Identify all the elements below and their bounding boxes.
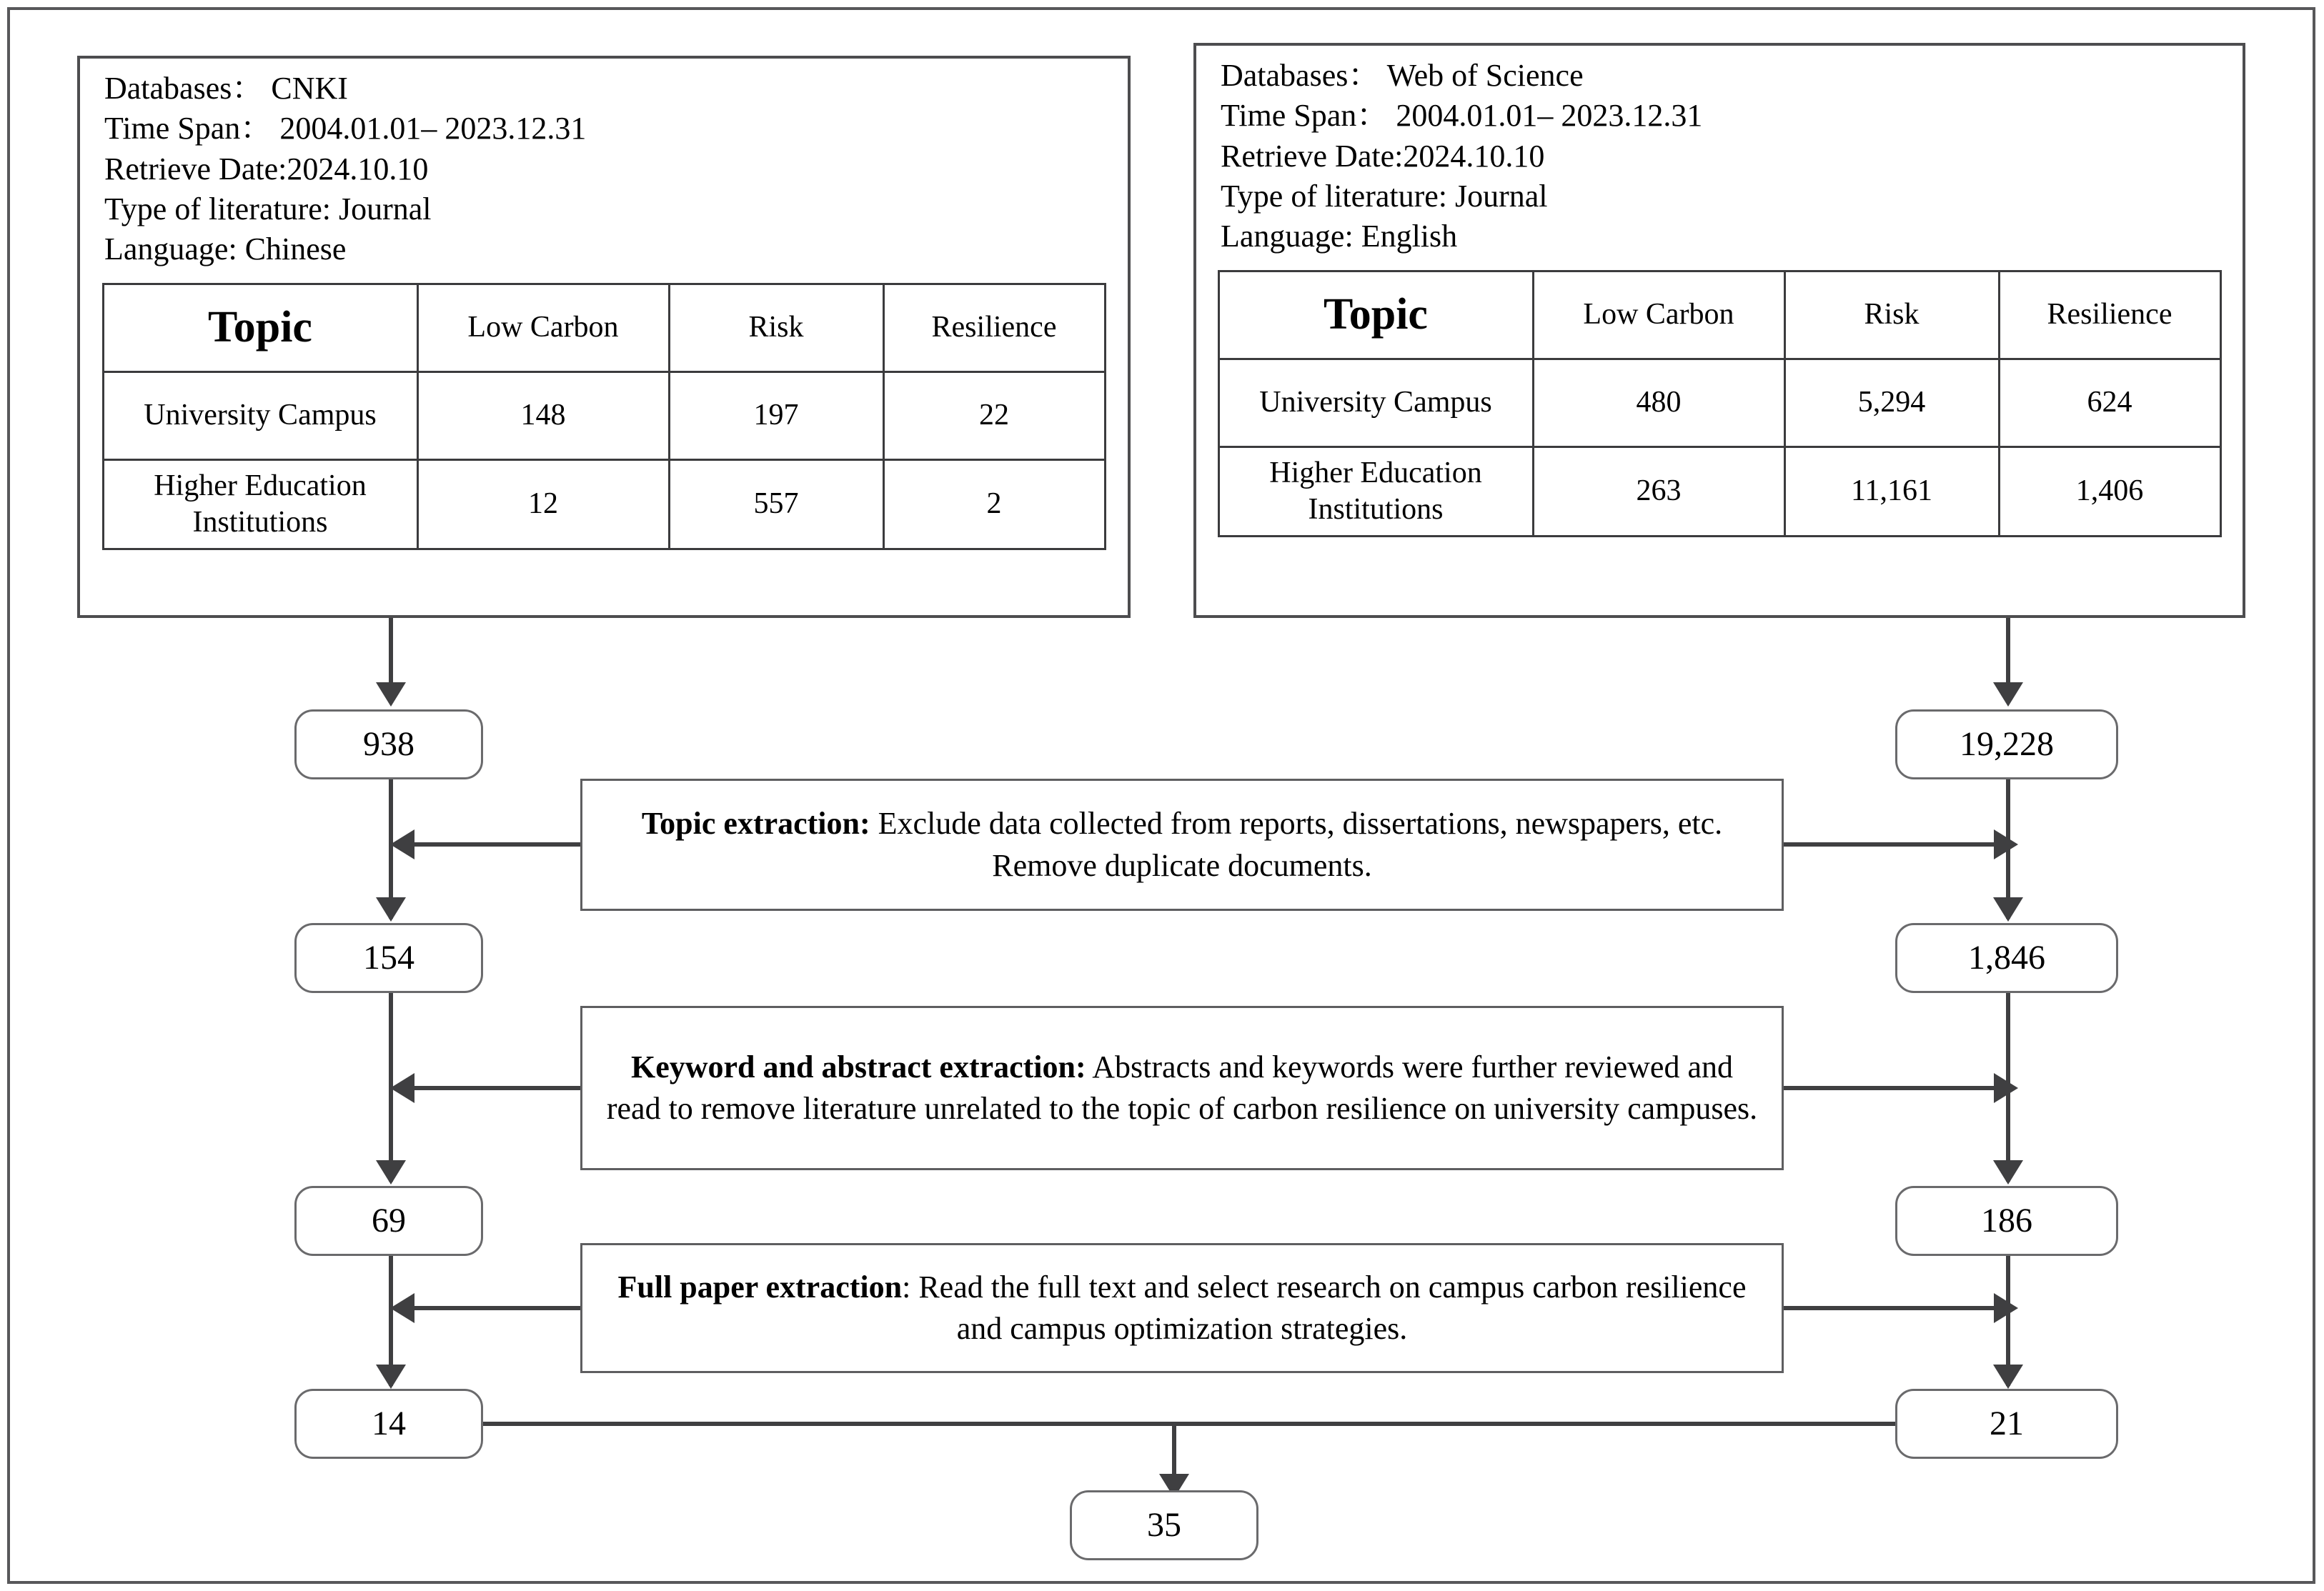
source-panel-cnki [77,56,1131,618]
process-text [601,1047,1763,1129]
cell-low-carbon: 480 [1533,359,1784,447]
source-meta-web-of-science [1196,56,2243,257]
databases-value: Web of Science [1386,58,1584,93]
process-title: Keyword and abstract extraction: [630,1049,1086,1084]
topic-table-web-of-science [1218,270,2222,537]
cell-risk: 5,294 [1784,359,1999,447]
topic-corner-header: Topic [103,284,417,371]
node-value: 938 [363,725,414,763]
process-text [601,1267,1763,1350]
table-row [103,371,1105,459]
node-value: 69 [372,1202,406,1240]
arrowhead-down [376,897,406,922]
connector-step2-to-left [400,1086,580,1090]
table-header-row [103,284,1105,371]
type-of-literature: Type of literature: Journal [1221,178,1548,214]
time-span-label: Time Span： [1221,98,1389,134]
cell-risk: 197 [669,371,883,459]
process-box-topic-extraction [580,779,1784,911]
time-span-value: 2004.01.01– 2023.12.31 [1396,98,1703,134]
row-label-university-campus: University Campus [103,371,417,459]
arrowhead-left [390,829,414,859]
table-header-row [1218,271,2220,359]
connector-14-to-21-merge [483,1422,1895,1426]
node-right-21 [1895,1389,2118,1459]
retrieve-date: Retrieve Date:2024.10.10 [1221,138,1545,174]
cell-resilience: 22 [883,371,1105,459]
databases-label: Databases： [1221,58,1380,93]
databases-line [1221,56,2218,96]
language: Language: English [1221,219,1458,254]
node-value: 1,846 [1968,939,2045,977]
time-span-line [1221,96,2218,136]
column-header-low-carbon: Low Carbon [1533,271,1784,359]
column-header-risk: Risk [1784,271,1999,359]
node-right-186 [1895,1186,2118,1256]
cell-low-carbon: 148 [417,371,669,459]
arrowhead-down [1993,1365,2023,1389]
cell-resilience: 2 [883,459,1105,549]
arrowhead-down [1993,1160,2023,1184]
node-right-1846 [1895,923,2118,993]
connector-right-panel-to-19228 [2006,618,2010,689]
node-right-19228 [1895,709,2118,779]
connector-left-panel-to-938 [389,618,393,689]
node-value: 35 [1147,1506,1181,1544]
table-row [1218,359,2220,447]
node-left-14 [294,1389,483,1459]
topic-corner-header: Topic [1218,271,1533,359]
arrowhead-right [1994,1073,2018,1103]
databases-line [104,69,1103,109]
time-span-line [104,109,1103,149]
arrowhead-down [376,1365,406,1389]
table-row [1218,447,2220,536]
retrieve-date: Retrieve Date:2024.10.10 [104,151,429,186]
cell-risk: 11,161 [1784,447,1999,536]
process-box-full-paper-extraction [580,1243,1784,1373]
connector-step2-to-right [1784,1086,1997,1090]
arrowhead-down [376,682,406,707]
process-body: : Read the full text and select research on campus carbon resilience and campus optimization strategies. [902,1269,1747,1346]
connector-step1-to-left [400,842,580,847]
node-value: 21 [1990,1405,2024,1442]
arrowhead-right [1994,1293,2018,1323]
process-body: Abstracts and keywords were further reviewed and read to remove literature unrelated to the topic of carbon resilience on university campuses. [606,1049,1758,1126]
node-value: 14 [372,1405,406,1442]
arrowhead-down [1993,897,2023,922]
process-title: Topic extraction: [641,806,870,842]
row-label-higher-education-institutions: Higher Education Institutions [1218,447,1533,536]
databases-label: Databases： [104,71,264,106]
time-span-value: 2004.01.01– 2023.12.31 [279,111,587,146]
language: Language: Chinese [104,231,347,267]
databases-value: CNKI [271,71,348,106]
node-value: 186 [1981,1202,2032,1240]
type-of-literature: Type of literature: Journal [104,191,432,226]
process-body: Exclude data collected from reports, dissertations, newspapers, etc. Remove duplicate documents. [870,806,1723,883]
node-left-69 [294,1186,483,1256]
column-header-resilience: Resilience [1999,271,2220,359]
column-header-risk: Risk [669,284,883,371]
table-row [103,459,1105,549]
connector-step3-to-left [400,1306,580,1310]
process-box-keyword-abstract-extraction [580,1006,1784,1170]
node-value: 19,228 [1960,725,2054,763]
column-header-resilience: Resilience [883,284,1105,371]
cell-resilience: 624 [1999,359,2220,447]
node-total-35 [1070,1490,1258,1560]
arrowhead-left [390,1073,414,1103]
cell-low-carbon: 263 [1533,447,1784,536]
process-text [601,803,1763,886]
arrowhead-down [376,1160,406,1184]
arrowhead-left [390,1293,414,1323]
node-left-938 [294,709,483,779]
cell-risk: 557 [669,459,883,549]
row-label-university-campus: University Campus [1218,359,1533,447]
topic-table-cnki [102,283,1106,550]
source-meta-cnki [80,69,1128,270]
cell-resilience: 1,406 [1999,447,2220,536]
source-panel-web-of-science [1193,43,2245,618]
node-left-154 [294,923,483,993]
node-value: 154 [363,939,414,977]
arrowhead-down [1993,682,2023,707]
connector-step1-to-right [1784,842,1997,847]
time-span-label: Time Span： [104,111,272,146]
connector-step3-to-right [1784,1306,1997,1310]
process-title: Full paper extraction [617,1269,903,1305]
column-header-low-carbon: Low Carbon [417,284,669,371]
arrowhead-right [1994,829,2018,859]
row-label-higher-education-institutions: Higher Education Institutions [103,459,417,549]
cell-low-carbon: 12 [417,459,669,549]
